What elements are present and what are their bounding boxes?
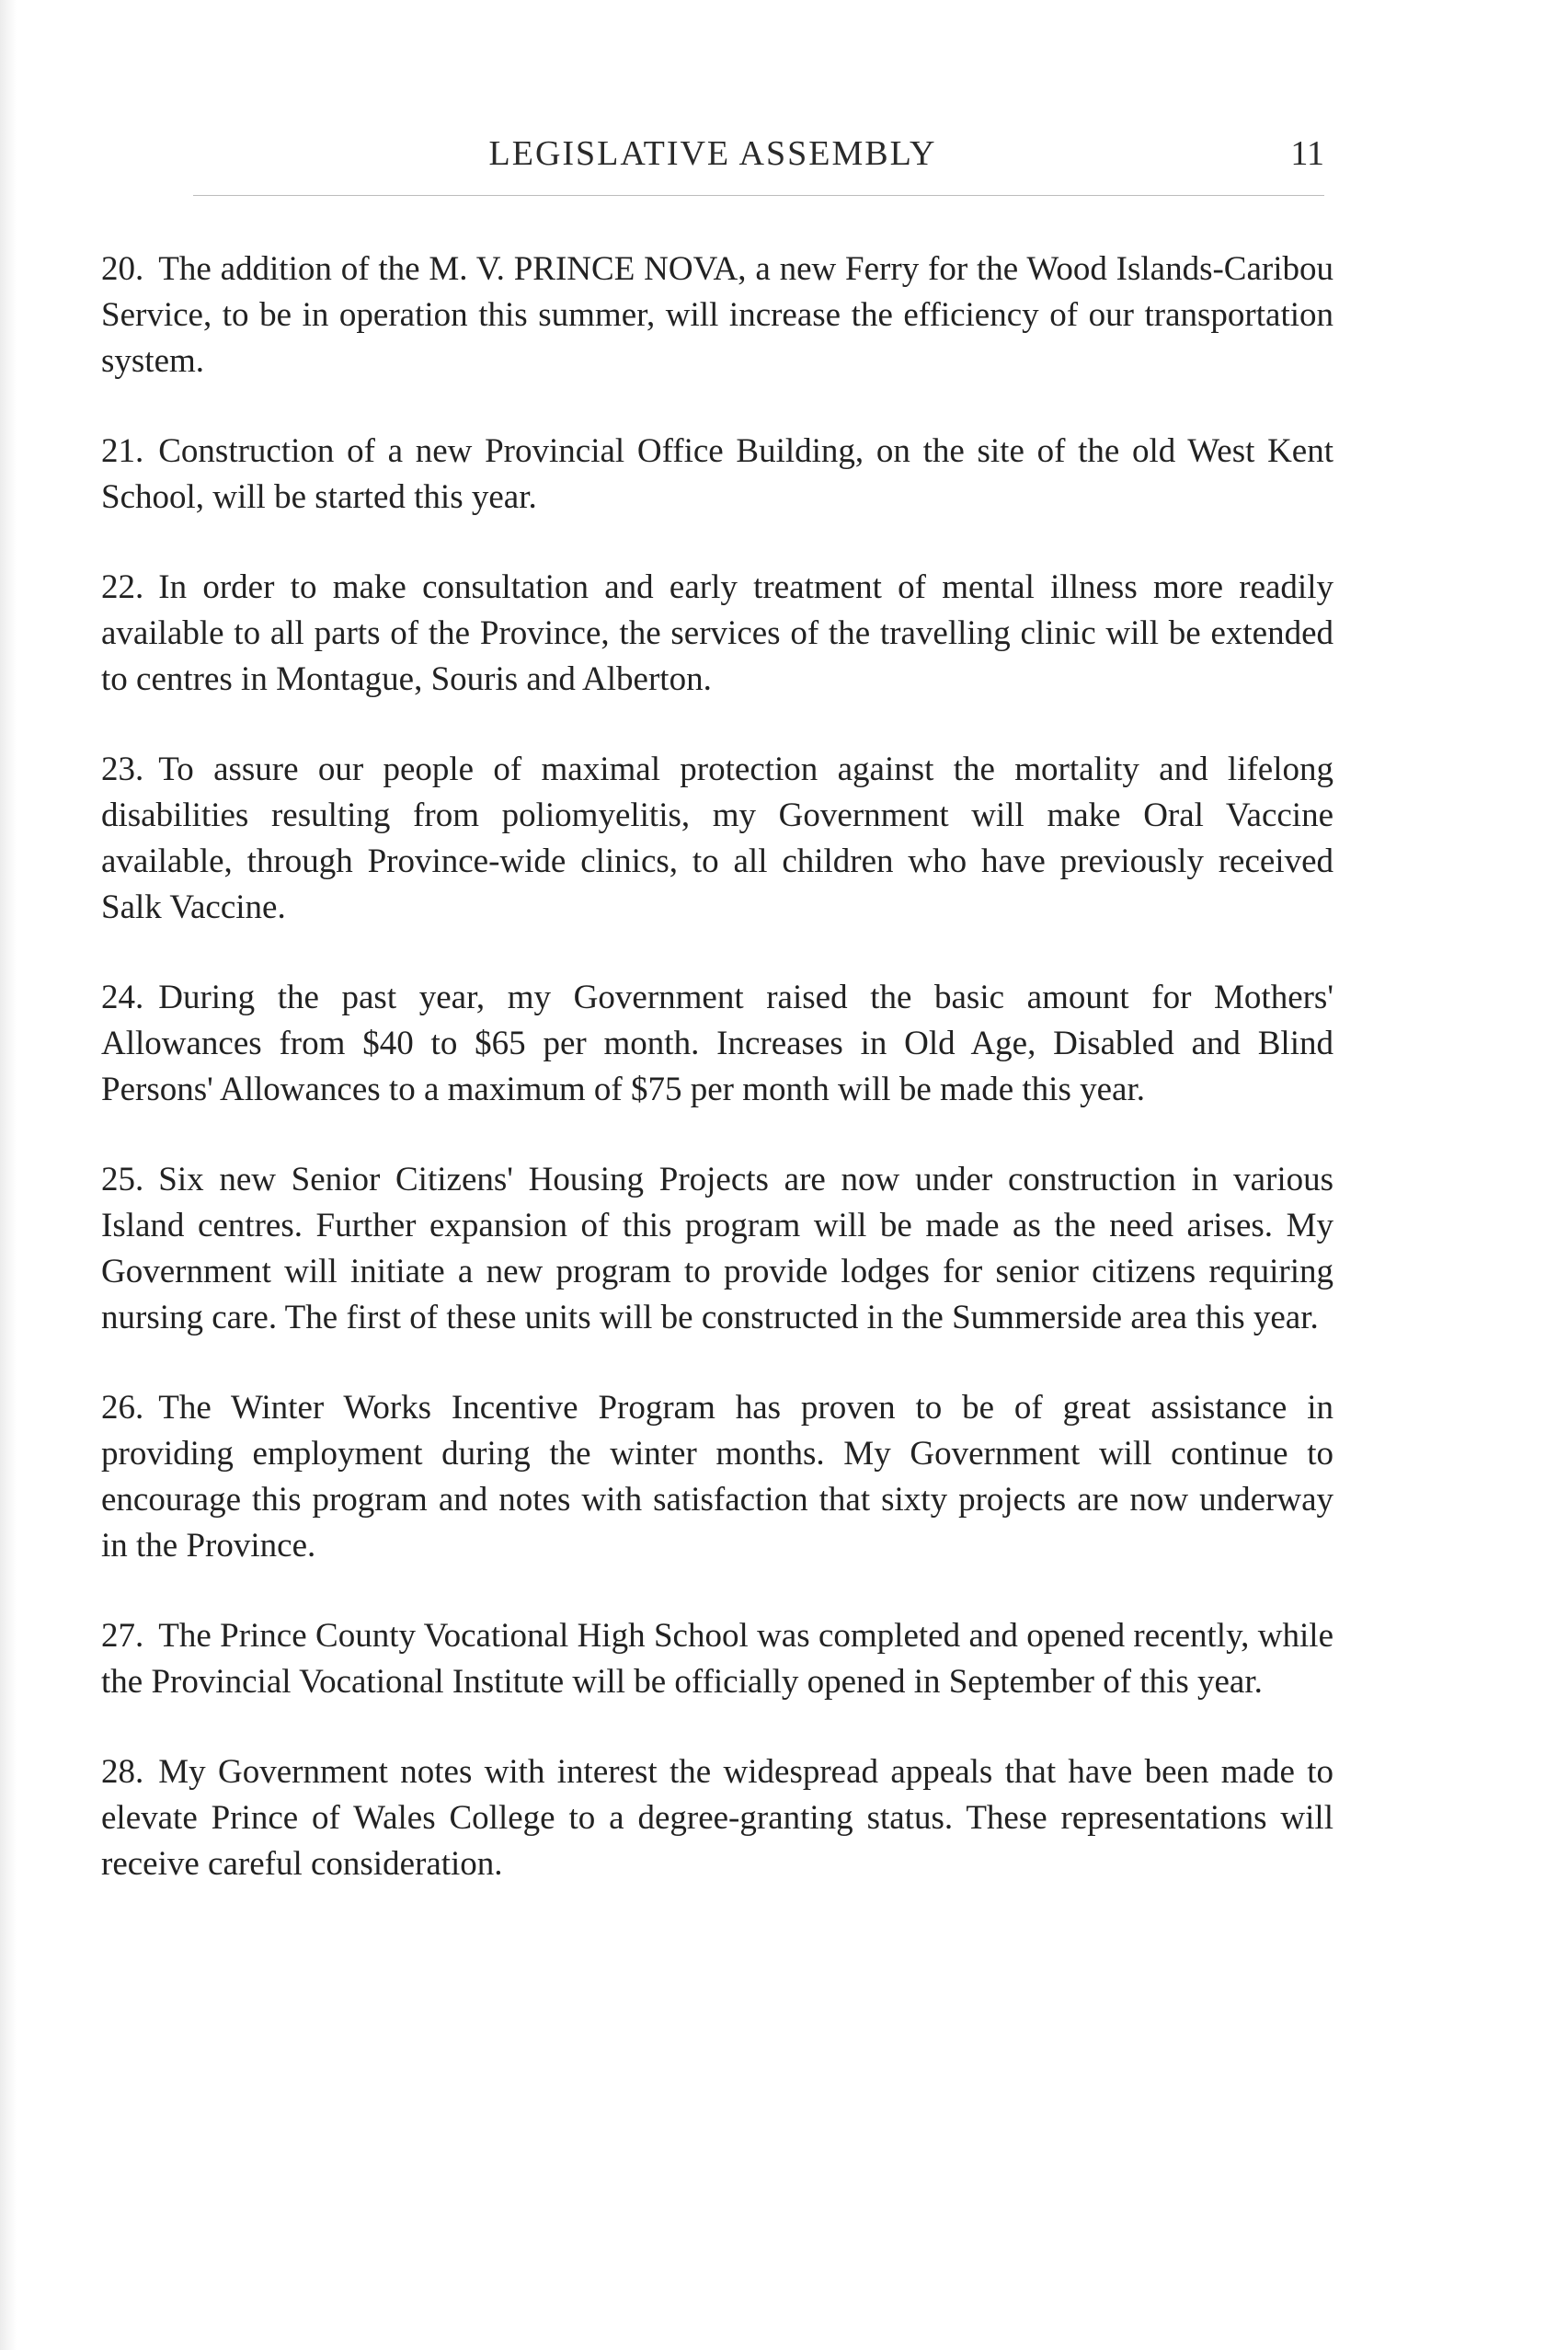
paragraph-number: 22. <box>101 568 144 606</box>
paragraph-text: In order to make consultation and early treatment of mental illness more readily available to all parts of the Province, the services of the travelling clinic will be extended to centres in Montague, Souris and Alberton. <box>101 568 1333 698</box>
paragraph-number: 24. <box>101 979 144 1016</box>
paragraph-text: The Winter Works Incentive Program has proven to be of great assistance in providing employment during the winter months. My Government will continue to encourage this program and notes with satisfaction that sixty projects are now underway in the Province. <box>101 1389 1333 1565</box>
paragraph-21 <box>101 429 1333 521</box>
paragraph-number: 28. <box>101 1753 144 1791</box>
paragraph-23 <box>101 747 1333 931</box>
paragraph-text: The addition of the M. V. PRINCE NOVA, a new Ferry for the Wood Islands-Caribou Service, to be in operation this summer, will increase the efficiency of our transportation system. <box>101 250 1333 380</box>
running-header-title: LEGISLATIVE ASSEMBLY <box>488 134 937 173</box>
paragraph-number: 26. <box>101 1389 144 1427</box>
running-header <box>101 133 1324 189</box>
paragraph-28 <box>101 1749 1333 1887</box>
paragraph-26 <box>101 1385 1333 1569</box>
paragraph-number: 23. <box>101 751 144 788</box>
page-edge <box>0 0 17 2350</box>
page-body <box>101 246 1333 1932</box>
paragraph-22 <box>101 565 1333 703</box>
paragraph-25 <box>101 1157 1333 1341</box>
paragraph-number: 27. <box>101 1617 144 1655</box>
page-number: 11 <box>1290 134 1324 173</box>
paragraph-24 <box>101 975 1333 1113</box>
header-rule <box>193 195 1324 196</box>
paragraph-text: The Prince County Vocational High School was completed and opened recently, while the Provincial Vocational Institute will be officially opened in September of this year. <box>101 1617 1333 1701</box>
paragraph-text: During the past year, my Government raised the basic amount for Mothers' Allowances from $40 to $65 per month. Increases in Old Age, Disabled and Blind Persons' Allowances to a maximum of $75 per month will be made this year. <box>101 979 1333 1108</box>
paragraph-number: 20. <box>101 250 144 288</box>
paragraph-number: 25. <box>101 1161 144 1198</box>
paragraph-text: Construction of a new Provincial Office Building, on the site of the old West Kent School, will be started this year. <box>101 432 1333 516</box>
paragraph-number: 21. <box>101 432 144 470</box>
paragraph-text: Six new Senior Citizens' Housing Projects are now under construction in various Island centres. Further expansion of this program will be made as the need arises. My Government will initiate a new program to provide lodges for senior citizens requiring nursing care. The first of these units will be constructed in the Summerside area this year. <box>101 1161 1333 1336</box>
paragraph-text: My Government notes with interest the widespread appeals that have been made to elevate Prince of Wales College to a degree-granting status. These representations will receive careful consideration. <box>101 1753 1333 1883</box>
paragraph-27 <box>101 1613 1333 1705</box>
paragraph-20 <box>101 246 1333 384</box>
paragraph-text: To assure our people of maximal protection against the mortality and lifelong disabilities resulting from poliomyelitis, my Government will make Oral Vaccine available, through Province-wide clinics, to all children who have previously received Salk Vaccine. <box>101 751 1333 926</box>
